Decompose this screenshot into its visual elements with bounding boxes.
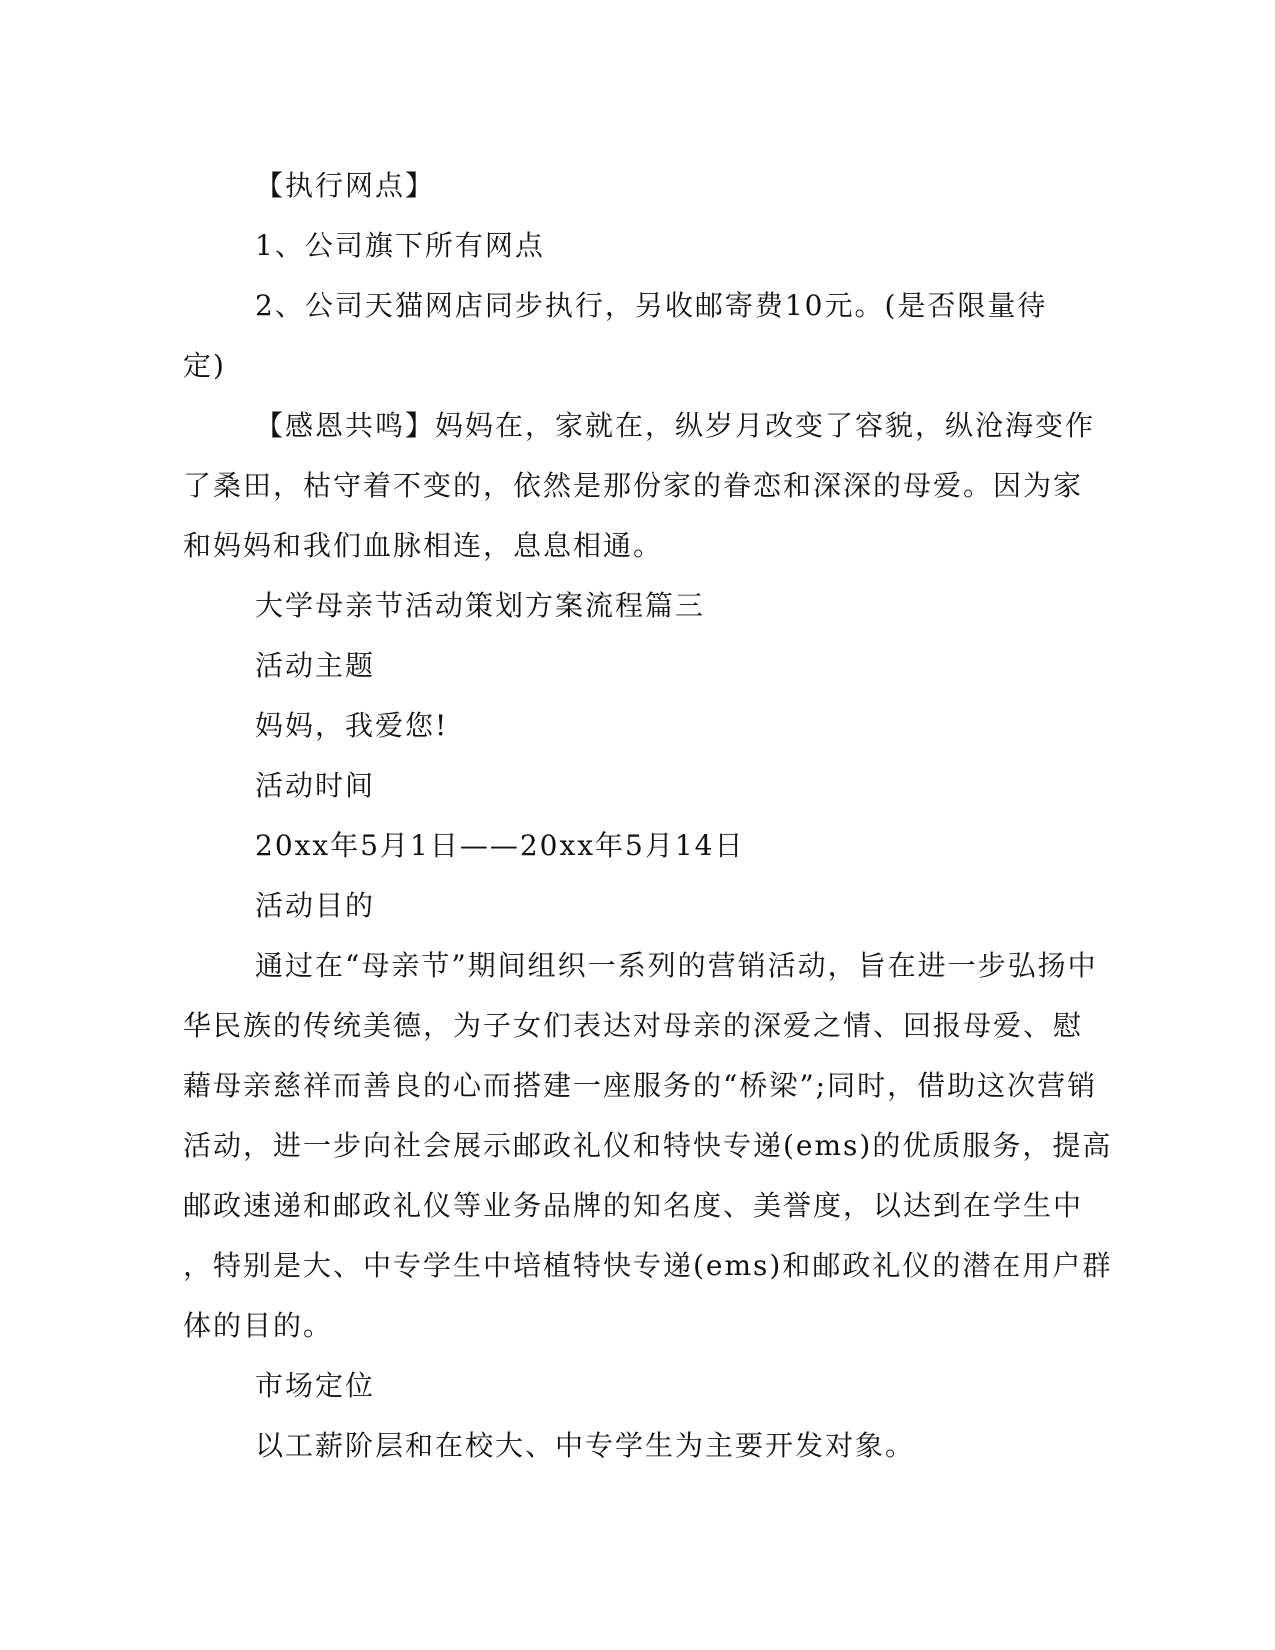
gratitude-line: 【感恩共鸣】妈妈在，家就在，纵岁月改变了容貌，纵沧海变作	[255, 409, 1096, 442]
market-text: 以工薪阶层和在校大、中专学生为主要开发对象。	[255, 1429, 916, 1462]
purpose-line: 邮政速递和邮政礼仪等业务品牌的知名度、美誉度，以达到在学生中	[183, 1189, 1084, 1222]
purpose-line: 华民族的传统美德，为子女们表达对母亲的深爱之情、回报母爱、慰	[183, 1009, 1084, 1042]
section-title: 大学母亲节活动策划方案流程篇三	[255, 589, 706, 622]
purpose-line: 活动，进一步向社会展示邮政礼仪和特快专递(ems)的优质服务，提高	[183, 1129, 1113, 1162]
purpose-line: ，特别是大、中专学生中培植特快专递(ems)和邮政礼仪的潜在用户群	[183, 1249, 1113, 1282]
gratitude-line: 和妈妈和我们血脉相连，息息相通。	[183, 529, 664, 562]
purpose-line: 通过在“母亲节”期间组织一系列的营销活动，旨在进一步弘扬中	[255, 949, 1098, 982]
market-heading: 市场定位	[255, 1369, 376, 1402]
exec-item-2: 2、公司天猫网店同步执行，另收邮寄费10元。(是否限量待定)	[183, 289, 1048, 382]
time-heading: 活动时间	[255, 769, 376, 802]
theme-text: 妈妈，我爱您!	[255, 709, 449, 742]
exec-item-1: 1、公司旗下所有网点	[255, 229, 545, 262]
purpose-line: 藉母亲慈祥而善良的心而搭建一座服务的“桥梁”;同时，借助这次营销	[183, 1069, 1098, 1102]
purpose-heading: 活动目的	[255, 889, 376, 922]
purpose-line: 体的目的。	[183, 1309, 334, 1342]
time-text: 20xx年5月1日——20xx年5月14日	[255, 829, 745, 862]
gratitude-line: 了桑田，枯守着不变的，依然是那份家的眷恋和深深的母爱。因为家	[183, 469, 1084, 502]
exec-heading: 【执行网点】	[255, 169, 436, 202]
document-body	[183, 156, 1113, 1476]
purpose-paragraph	[183, 936, 1113, 1356]
gratitude-paragraph	[183, 396, 1096, 576]
theme-heading: 活动主题	[255, 649, 376, 682]
